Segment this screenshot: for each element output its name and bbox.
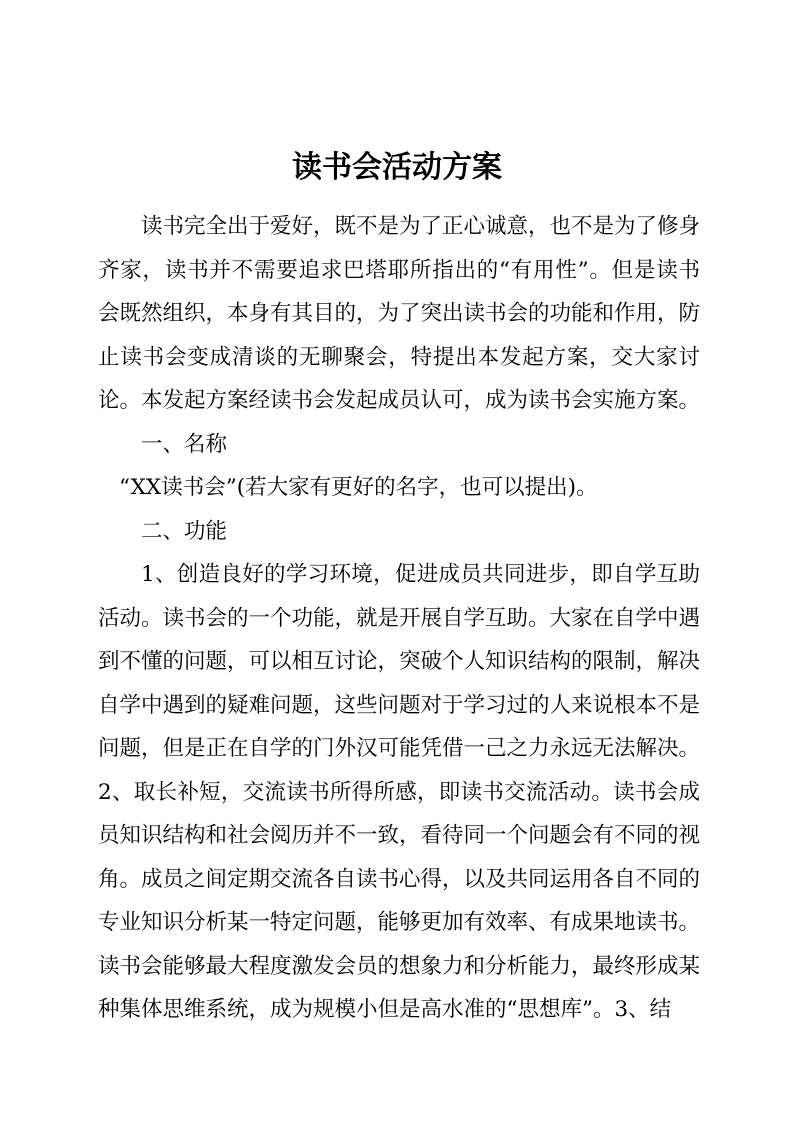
document-body (98, 205, 700, 1032)
function-item-1: 1、创造良好的学习环境，促进成员共同进步，即自学互助活动。读书会的一个功能，就是开展自学互助。大家在自学中遇到不懂的问题，可以相互讨论，突破个人知识结构的限制，解决自学中遇到的疑难问题，这些问题对于学习过的人来说根本不是问题，但是正在自学的门外汉可能凭借一己之力永远无法解决。 (98, 562, 701, 761)
intro-paragraph: 读书完全出于爱好，既不是为了正心诚意，也不是为了修身齐家，读书并不需要追求巴塔耶所指出的“有用性”。但是读书会既然组织，本身有其目的，为了突出读书会的功能和作用，防止读书会变成清谈的无聊聚会，特提出本发起方案，交大家讨论。本发起方案经读书会发起成员认可，成为读书会实施方案。 (98, 214, 701, 413)
section-heading-function: 二、功能 (141, 518, 228, 544)
name-paragraph: “XX读书会”(若大家有更好的名字，也可以提出)。 (119, 475, 598, 500)
section-heading-name: 一、名称 (141, 431, 228, 457)
function-item-2: 2、取长补短，交流读书所得所感，即读书交流活动。读书会成员知识结构和社会阅历并不一致，看待同一个问题会有不同的视角。成员之间定期交流各自读书心得，以及共同运用各自不同的专业知识分析某一特定问题，能够更加有效率、有成果地读书。 读书会能够最大程度激发会员的想象力和分析能力，最终形成某种集体思维系统，成为规模小但是高水准的“思想库”。3、结 (98, 779, 701, 1022)
document-title: 读书会活动方案 (292, 150, 502, 185)
